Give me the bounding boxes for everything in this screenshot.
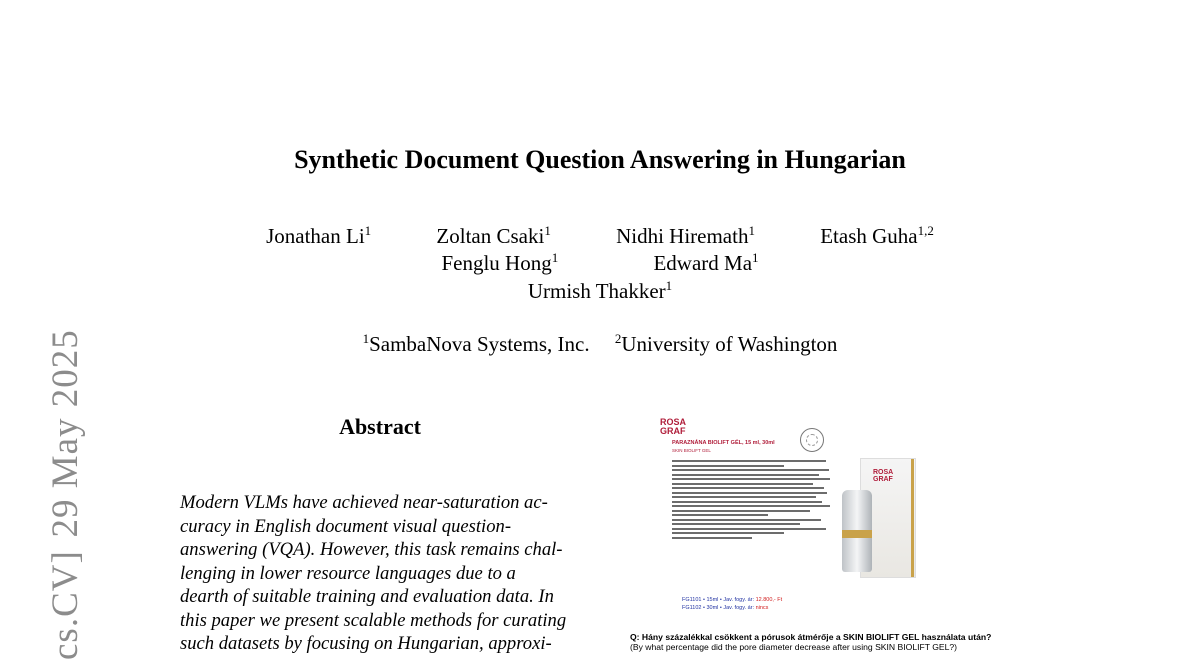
arxiv-category: cs.CV [45,563,86,660]
product-title: PARAZNÁNA BIOLIFT GÉL, 15 ml, 30ml [672,440,775,446]
question-hungarian: Q: Hány százalékkal csökkent a pórusok átmérője a SKIN BIOLIFT GEL használata után? [630,632,992,642]
author-list-row-3 [0,279,1200,304]
author-list-row-2 [0,251,1200,276]
author: Edward Ma$^1$ [653,250,759,275]
price-row: FG1102 • 30ml • Jav. fogy. ár: nincs [682,605,769,611]
abstract-line: this paper we present scalable methods for curating [180,609,567,631]
author: Jonathan Li$^1$ [266,223,372,248]
author: Fenglu Hong$^1$ [441,250,559,275]
arxiv-date: 29 May 2025 [45,329,86,538]
figure-product-sheet [650,410,930,610]
abstract-line: answering (VQA). However, this task remains chal- [180,539,563,560]
arxiv-side-stamp: cs.CV]29 May 2025 [45,329,86,660]
author: Etash Guha$^{1,2}$ [820,223,934,248]
author-list-row-1 [0,224,1200,249]
brand-logo: ROSA GRAF [660,417,687,436]
figure-question [630,632,1050,652]
price-row: FG1101 • 15ml • Jav. fogy. ár: 12.800,- Ft [682,597,783,603]
abstract-line: such datasets by focusing on Hungarian, approxi- [180,633,552,654]
affiliation: $^1$SambaNova Systems, Inc. [362,331,590,356]
question-english: (By what percentage did the pore diameter decrease after using SKIN BIOLIFT GEL?) [630,642,958,652]
author: Nidhi Hiremath$^1$ [616,223,755,248]
product-subtitle: SKIN BIOLIFT GEL [672,448,711,453]
author: Zoltan Csaki$^1$ [436,223,551,248]
abstract-line: curacy in English document visual question- [180,515,512,537]
price-table [682,596,782,612]
product-bottle-image [842,490,872,572]
abstract-line: lenging in lower resource languages due to a [180,562,516,584]
author: Urmish Thakker$^1$ [527,278,673,303]
box-brand-logo: ROSA GRAF [873,469,894,483]
abstract-body [180,491,579,656]
affiliations [0,332,1200,357]
paper-title: Synthetic Document Question Answering in Hungarian [294,145,906,174]
abstract-line: Modern VLMs have achieved near-saturation ac- [180,492,548,513]
affiliation: $^2$University of Washington [614,331,838,356]
product-description-text [672,460,832,541]
abstract-line: dearth of suitable training and evaluation data. In [180,586,554,607]
seal-icon [800,428,824,452]
abstract-heading: Abstract [339,414,421,439]
